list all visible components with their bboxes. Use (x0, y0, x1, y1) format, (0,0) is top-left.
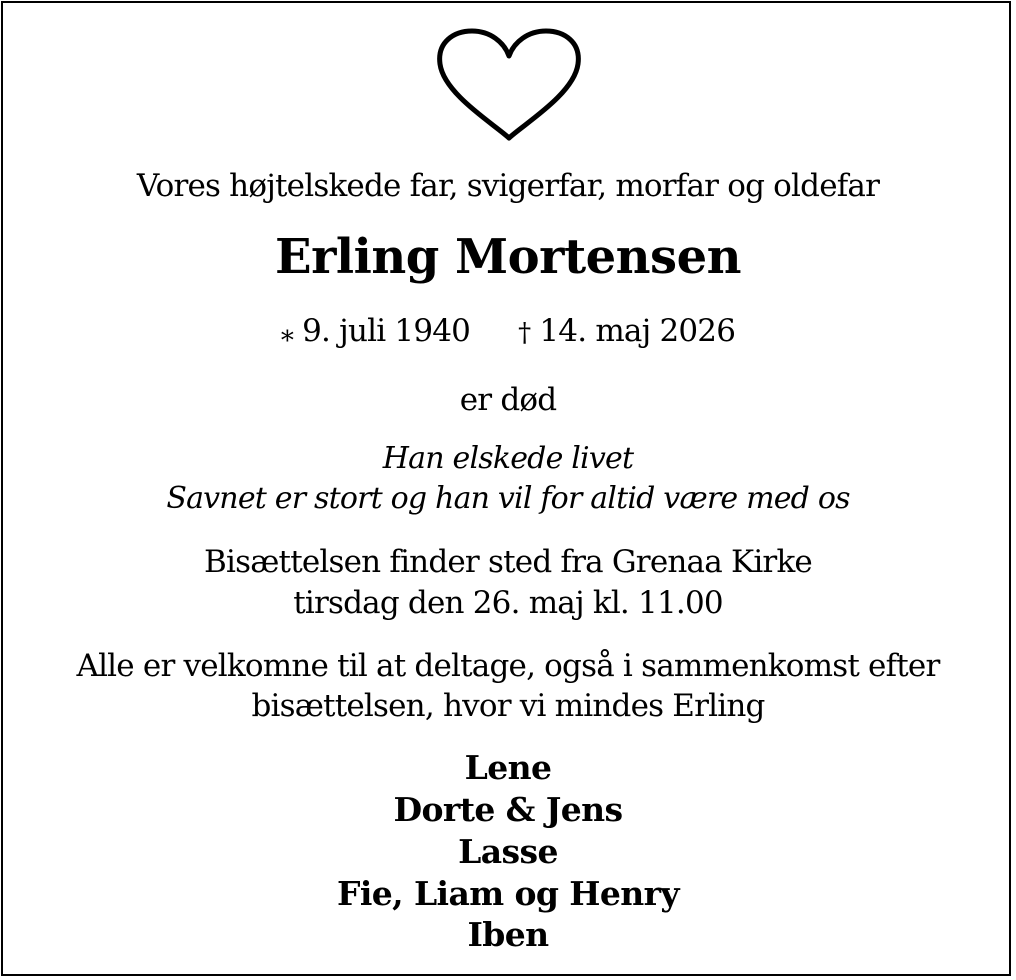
signature-name: Iben (467, 915, 549, 954)
quote-line: Han elskede livet (382, 441, 634, 476)
attendance-line: bisættelsen, hvor vi mindes Erling (251, 688, 765, 724)
signature-name: Lene (464, 748, 552, 787)
death-date: 14. maj 2026 (539, 313, 736, 349)
status-text: er død (459, 382, 557, 418)
signature-name: Fie, Liam og Henry (337, 874, 679, 913)
deceased-name: Erling Mortensen (274, 229, 742, 285)
funeral-line: tirsdag den 26. maj kl. 11.00 (293, 585, 723, 621)
signature-name: Lasse (458, 832, 558, 871)
intro-text: Vores højtelskede far, svigerfar, morfar og oldefar (136, 168, 880, 204)
attendance-line: Alle er velkomne til at deltage, også i sammenkomst efter (76, 648, 940, 684)
birth-symbol: ⁎ (280, 318, 294, 348)
signature-name: Dorte & Jens (393, 790, 623, 829)
birth-date: 9. juli 1940 (302, 313, 471, 349)
funeral-line: Bisættelsen finder sted fra Grenaa Kirke (204, 544, 812, 580)
heart-icon (434, 28, 584, 144)
quote-line: Savnet er stort og han vil for altid være med os (166, 481, 850, 516)
death-symbol: † (518, 318, 531, 348)
life-dates (0, 311, 1016, 353)
